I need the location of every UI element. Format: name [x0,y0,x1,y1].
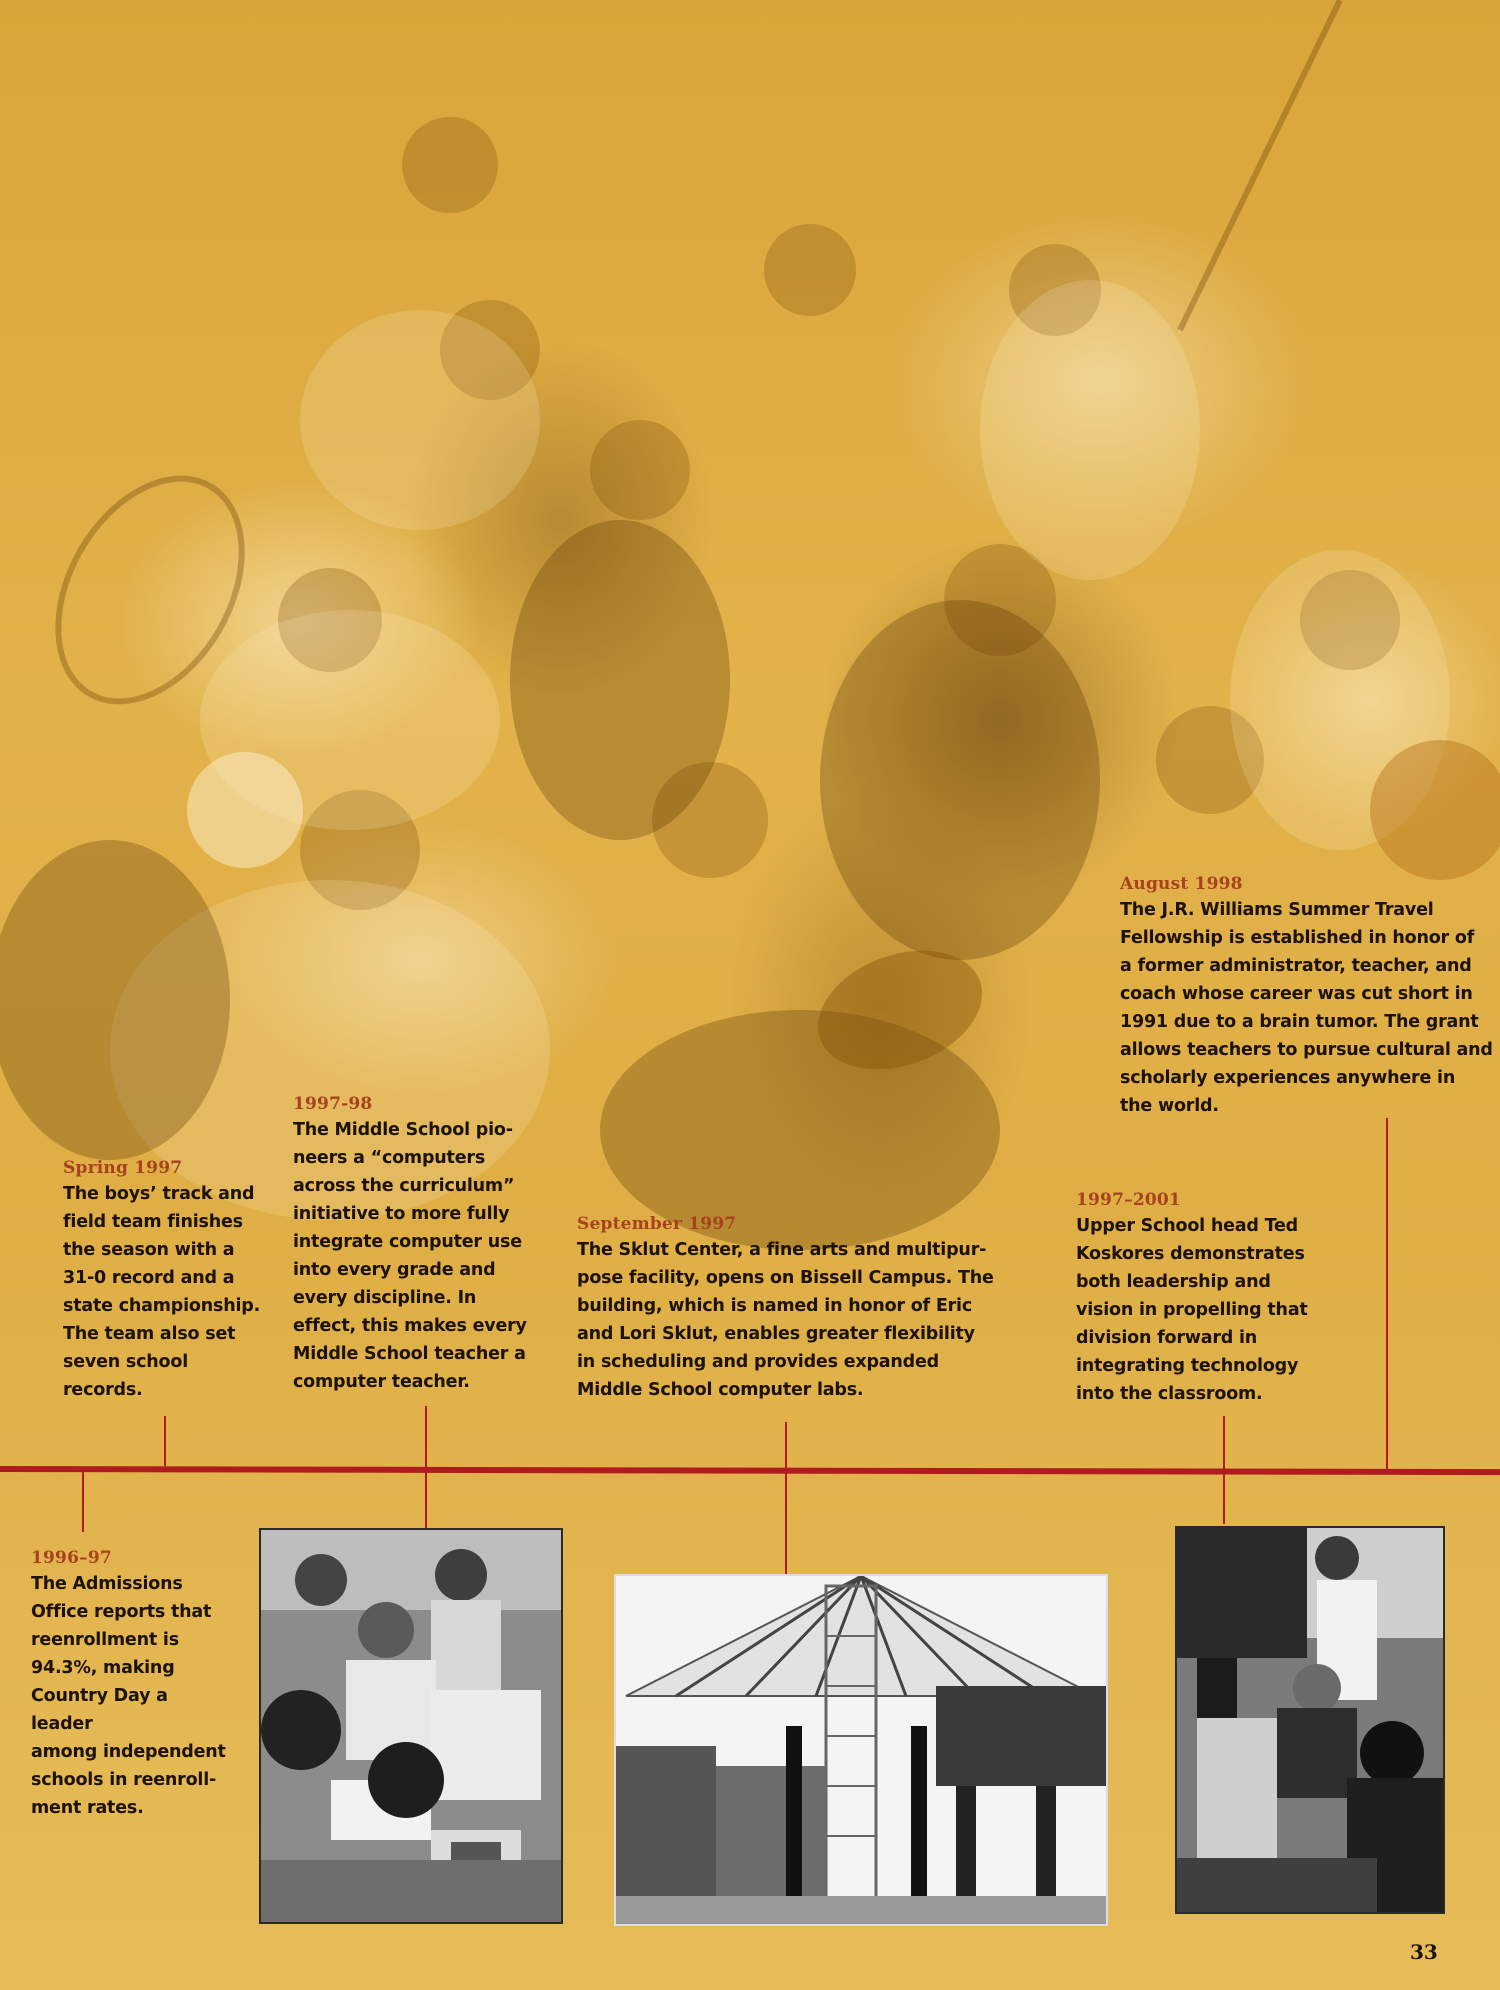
timeline-tick [164,1416,166,1466]
timeline-tick [425,1470,427,1528]
photo-computer-lab [259,1528,563,1924]
sklut-center-illustration [616,1576,1106,1924]
entry-spring-1997 [63,1158,263,1404]
lacrosse-stick-icon [1180,0,1340,330]
figure-body [510,520,730,840]
figure-body [0,840,230,1160]
entry-text: The Admissions Office reports that reenrollment is 94.3%, making Country Day a leader among independent schools in reenroll- ment rates. [31,1574,226,1818]
figure-body [820,600,1100,960]
entry-text: The Sklut Center, a fine arts and multipur- pose facility, opens on Bissell Campus. The building, which is named in honor of Eric and Lori Sklut, enables greater flexibility in scheduling and provides expanded Middle School computer labs. [577,1240,994,1400]
entry-text: The Middle School pio- neers a “computers across the curriculum” initiative to more fully integrate computer use into every grade and every discipline. In effect, this makes every Middle School teacher a computer teacher. [293,1120,527,1392]
timeline-tick [1223,1416,1225,1524]
timeline-tick [425,1406,427,1468]
entry-date: 1997–2001 [1076,1190,1181,1210]
classroom-illustration [1177,1528,1443,1912]
entry-1997-2001 [1076,1190,1336,1408]
entry-date: August 1998 [1120,874,1243,894]
photo-classroom [1175,1526,1445,1914]
entry-text: Upper School head Ted Koskores demonstrates both leadership and vision in propelling that division forward in integrating technology into the classroom. [1076,1216,1308,1404]
figure-body [300,310,540,530]
figure-head [764,224,856,316]
timeline-tick [785,1422,787,1469]
entry-august-1998 [1120,874,1500,1120]
entry-date: September 1997 [577,1214,737,1234]
entry-date: Spring 1997 [63,1158,183,1178]
entry-date: 1997-98 [293,1094,373,1114]
photo-sklut-center [614,1574,1108,1926]
figure-body [980,280,1200,580]
entry-1996-97 [31,1548,231,1822]
computer-lab-illustration [261,1530,561,1922]
entry-date: 1996–97 [31,1548,112,1568]
timeline-tick [785,1470,787,1574]
timeline-tick [1386,1118,1388,1470]
figure-head [590,420,690,520]
soccer-ball-icon [187,752,303,868]
entry-1997-98 [293,1094,543,1396]
timeline-line [0,1466,1500,1475]
timeline-tick [82,1470,84,1532]
entry-text: The J.R. Williams Summer Travel Fellowship is established in honor of a former administrator, teacher, and coach whose career was cut short in 1991 due to a brain tumor. The grant allows teachers to pursue cultural and scholarly experiences anywhere in the world. [1120,900,1493,1116]
entry-text: The boys’ track and field team finishes the season with a 31-0 record and a state championship. The team also set seven school records. [63,1184,261,1400]
page-number: 33 [1410,1940,1438,1964]
entry-september-1997 [577,1214,997,1404]
figure-head [402,117,498,213]
